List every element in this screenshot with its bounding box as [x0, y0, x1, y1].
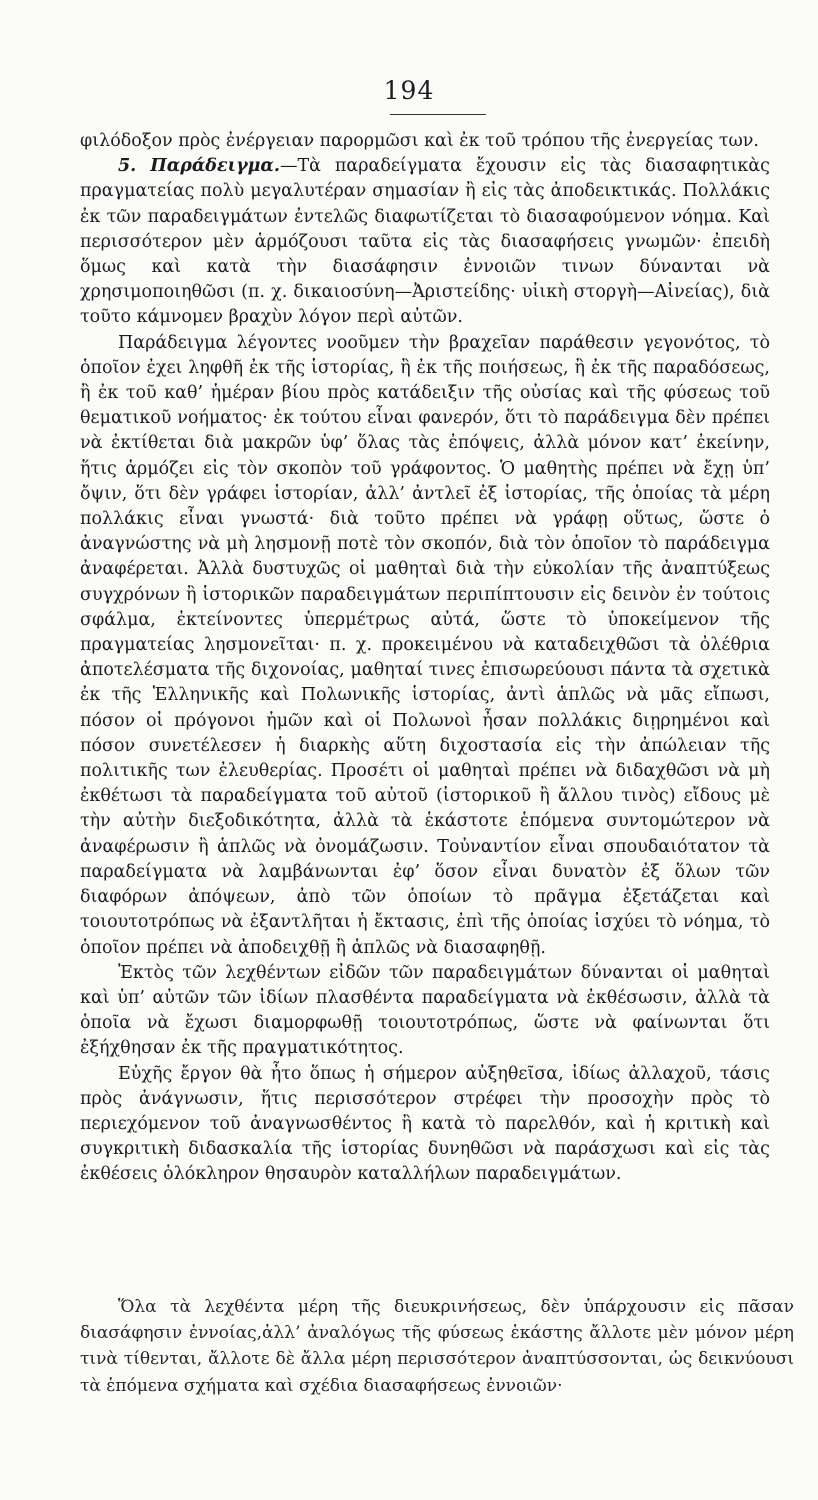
section-text: —Τὰ παραδείγματα ἔχουσιν εἰς τὰς διασαφητικὰς πραγματείας πολὺ μεγαλυτέραν σημασίαν ἢ εἰς τὰς ἀποδεικτικάς. Πολλάκις ἐκ τῶν παραδειγμάτων ἐντελῶς διαφωτίζεται τὸ διασαφούμενον νόημα. Καὶ περισσότερον μὲν ἁρμόζουσι ταῦτα εἰς τὰς διασαφήσεις γνωμῶν· ἐπειδὴ ὅμως καὶ κατὰ τὴν διασάφησιν ἐννοιῶν τινων δύνανται νὰ χρησιμοποιηθῶσι (π. χ. δικαιοσύνη—Ἀριστείδης· υἱικὴ στοργὴ—Αἰνείας), διὰ τοῦτο κάμνομεν βραχὺν λόγον περὶ αὐτῶν. — [80, 156, 770, 328]
page-number: 194 — [383, 76, 435, 105]
footnote — [80, 1294, 794, 1399]
paragraph-definition: Παράδειγμα λέγοντες νοοῦμεν τὴν βραχεῖαν παράθεσιν γεγονότος, τὸ ὁποῖον ἐχει ληφθῆ ἐκ τῆς ἱστορίας, ἢ ἐκ τῆς ποιήσεως, ἢ ἐκ τῆς παραδόσεως, ἢ ἐκ τοῦ καθ’ ἡμέραν βίου πρὸς κατάδειξιν τῆς οὐσίας καὶ τῆς φύσεως τοῦ θεματικοῦ νοήματος· ἐκ τούτου εἶναι φανερόν, ὅτι τὸ παράδειγμα δὲν πρέπει νὰ ἐκτίθεται διὰ μακρῶν ὑφ’ ὅλας τὰς ἐπόψεις, ἀλλὰ μόνον κατ’ ἐκείνην, ἥτις ἁρμόζει εἰς τὸν σκοπὸν τοῦ γράφοντος. Ὁ μαθητὴς πρέπει νὰ ἔχῃ ὑπ’ ὄψιν, ὅτι δὲν γράφει ἱστορίαν, ἀλλ’ ἀντλεῖ ἐξ ἱστορίας, τῆς ὁποίας τὰ μέρη πολλάκις εἶναι γνωστά· διὰ τοῦτο πρέπει νὰ γράφῃ οὕτως, ὥστε ὁ ἀναγνώστης νὰ μὴ λησμονῇ ποτὲ τὸν σκοπόν, διὰ τὸν ὁποῖον τὸ παράδειγμα ἀναφέρεται. Ἀλλὰ δυστυχῶς οἱ μαθηταὶ διὰ τὴν εὐκολίαν τῆς ἀναπτύξεως συγχρόνων ἢ ἱστορικῶν παραδειγμάτων περιπίπτουσιν εἰς δεινὸν ἐν τούτοις σφάλμα, ἐκτείνοντες ὑπερμέτρως αὐτά, ὥστε τὸ ὑποκείμενον τῆς πραγματείας λησμονεῖται· π. χ. προκειμένου νὰ καταδειχθῶσι τὰ ὀλέθρια ἀποτελέσματα τῆς διχονοίας, μαθηταί τινες ἐπισωρεύουσι πάντα τὰ σχετικὰ ἐκ τῆς Ἑλληνικῆς καὶ Πολωνικῆς ἱστορίας, ἀντὶ ἁπλῶς νὰ μᾶς εἴπωσι, πόσον οἱ πρόγονοι ἡμῶν καὶ οἱ Πολωνοὶ ἦσαν πολλάκις διῃρημένοι καὶ πόσον συνετέλεσεν ἡ διαρκὴς αὕτη διχοστασία εἰς τὴν ἀπώλειαν τῆς πολιτικῆς των ἐλευθερίας. Προσέτι οἱ μαθηταὶ πρέπει νὰ διδαχθῶσι νὰ μὴ ἐκθέτωσι τὰ παραδείγματα τοῦ αὐτοῦ (ἱστορικοῦ ἢ ἄλλου τινὸς) εἴδους μὲ τὴν αὐτὴν διεξοδικότητα, ἀλλὰ τὰ ἑκάστοτε ἑπόμενα συντομώτερον νὰ ἀναφέρωσιν ἢ ἁπλῶς νὰ ὀνομάζωσιν. Τοὐναντίον εἶναι σπουδαιότατον τὰ παραδείγματα νὰ λαμβάνωνται ἐφ’ ὅσον εἶναι δυνατὸν ἐξ ὅλων τῶν διαφόρων ἀπόψεων, ἀπὸ τῶν ὁποίων τὸ πρᾶγμα ἐξετάζεται καὶ τοιουτοτρόπως νὰ ἐξαντλῆται ἡ ἔκτασις, ἐπὶ τῆς ὁποίας ἰσχύει τὸ νόημα, τὸ ὁποῖον πρέπει νὰ ἀποδειχθῇ ἢ ἁπλῶς νὰ διασαφηθῇ. — [80, 332, 770, 958]
page-number-rule — [390, 114, 486, 115]
main-text — [80, 129, 770, 1188]
section-title: Παράδειγμα. — [150, 156, 280, 177]
paragraph-invented-examples: Ἐκτὸς τῶν λεχθέντων εἰδῶν τῶν παραδειγμάτων δύνανται οἱ μαθηταὶ καὶ ὑπ’ αὐτῶν τῶν ἰδίων πλασθέντα παραδείγματα νὰ ἐκθέσωσιν, ἀλλὰ τὰ ὁποῖα νὰ ἔχωσι διαμορφωθῇ τοιουτοτρόπως, ὥστε νὰ φαίνωνται ὅτι ἐξήχθησαν ἐκ τῆς πραγματικότητος. — [80, 962, 770, 1059]
section-number: 5. — [118, 156, 137, 177]
section-paragraph — [80, 154, 770, 330]
paragraph-continuation: φιλόδοξον πρὸς ἐνέργειαν παρορμῶσι καὶ ἐκ τοῦ τρόπου τῆς ἐνεργείας των. — [80, 131, 759, 151]
footnote-text: Ὅλα τὰ λεχθέντα μέρη τῆς διευκρινήσεως, δὲν ὑπάρχουσιν εἰς πᾶσαν διασάφησιν ἐννοίας,ἀλλ’ ἀναλόγως τῆς φύσεως ἑκάστης ἄλλοτε μὲν μόνον μέρη τινὰ τίθενται, ἄλλοτε δὲ ἄλλα μέρη περισσότερον ἀναπτύσσονται, ὡς δεικνύουσι τὰ ἑπόμενα σχήματα καὶ σχέδια διασαφήσεως ἐννοιῶν· — [80, 1297, 794, 1396]
paragraph-reading: Εὐχῆς ἔργον θὰ ἦτο ὅπως ἡ σήμερον αὐξηθεῖσα, ἰδίως ἀλλαχοῦ, τάσις πρὸς ἀνάγνωσιν, ἥτις περισσότερον στρέφει τὴν προσοχὴν πρὸς τὸ περιεχόμενον τοῦ ἀναγνωσθέντος ἢ κατὰ τὸ παρελθόν, καὶ ἡ κριτικὴ καὶ συγκριτικὴ διδασκαλία τῆς ἱστορίας δυνηθῶσι νὰ παράσχωσι καὶ εἰς τὰς ἐκθέσεις ὁλόκληρον θησαυρὸν καταλλήλων παραδειγμάτων. — [80, 1063, 770, 1185]
